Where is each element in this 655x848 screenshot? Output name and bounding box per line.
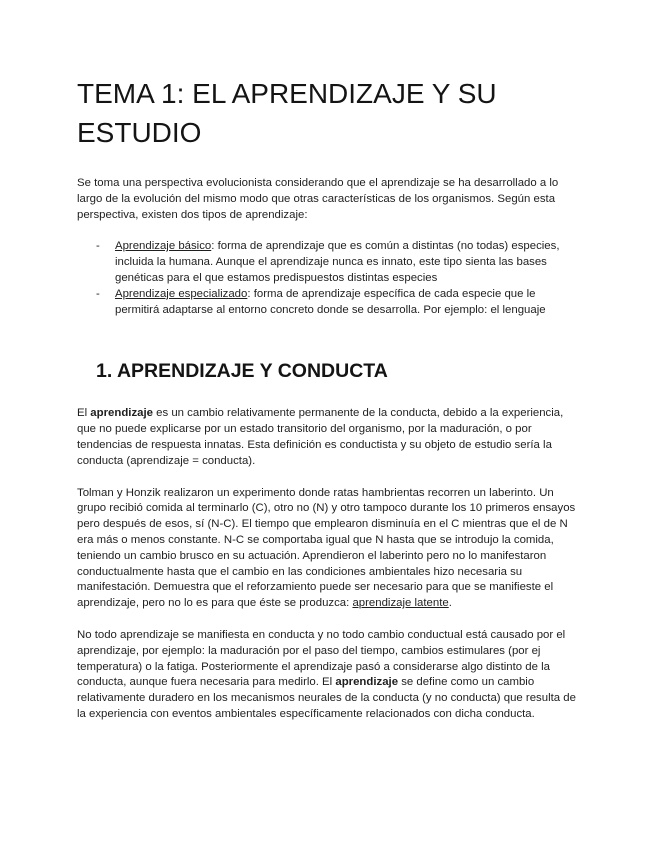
- list-item-basic-learning: [77, 239, 582, 286]
- text-fragment: se define como un cambio relativamente duradero en los mecanismos neurales de la conducta (y no conducta) que resulta de la experiencia con eventos ambientales específicamente relacionados con dicha conducta.: [77, 676, 576, 720]
- neural-definition-paragraph: [77, 628, 582, 723]
- text-fragment: .: [448, 597, 452, 610]
- bullet-dash: -: [96, 240, 100, 253]
- bold-term: aprendizaje: [335, 676, 399, 689]
- latent-learning-term: aprendizaje latente: [352, 597, 449, 610]
- section-heading: 1. APRENDIZAJE Y CONDUCTA: [96, 360, 388, 383]
- definition-basic-learning: : forma de aprendizaje que es común a distintas (no todas) especies, incluida la humana. Aunque el aprendizaje nunca es innato, este tipo sienta las bases genéticas para el que estamos predispuestos distintas especies: [115, 240, 560, 284]
- definition-paragraph: [77, 406, 582, 469]
- learning-types-list: [77, 239, 582, 318]
- text-fragment: Tolman y Honzik realizaron un experimento donde ratas hambrientas recorren un laberinto. Un grupo recibió comida al terminarlo (C), otro no (N) y otro tampoco durante los 10 primeros ensayos pero después de esos, sí (N-C). El tiempo que emplearon disminuía en el C mientras que el de N era más o menos constante. N-C se comportaba igual que N hasta que se introdujo la comida, teniendo un cambio brusco en su actuación. Aprendieron el laberinto pero no lo manifestaron conductualmente hasta que el cambio en las condiciones ambientales hizo necesaria su manifestación. Demuestra que el reforzamiento puede ser necesario para que se manifieste el aprendizaje, pero no lo es para que éste se produzca:: [77, 486, 576, 610]
- experiment-paragraph: [77, 486, 582, 612]
- bold-term: aprendizaje: [90, 407, 153, 420]
- document-page: [77, 74, 582, 739]
- definition-specialized-learning: : forma de aprendizaje específica de cada especie que le permitirá adaptarse al entorno concreto donde se desarrolla. Por ejemplo: el lenguaje: [115, 287, 546, 316]
- list-item-specialized-learning: [77, 287, 582, 319]
- term-basic-learning: Aprendizaje básico: [115, 240, 212, 253]
- text-fragment: es un cambio relativamente permanente de la conducta, debido a la experiencia, que no puede explicarse por un estado transitorio del organismo, por la maduración, o por tendencias de respuesta innatas. Esta definición es conductista y su objeto de estudio sería la conducta (aprendizaje = conducta).: [77, 407, 564, 467]
- bullet-dash: -: [96, 287, 100, 300]
- text-fragment: El: [77, 407, 91, 420]
- intro-paragraph: Se toma una perspectiva evolucionista considerando que el aprendizaje se ha desarrollado a lo largo de la evolución del mismo modo que otras características de los organismos. Según esta perspectiva, existen dos tipos de aprendizaje:: [77, 177, 559, 221]
- text-fragment: No todo aprendizaje se manifiesta en conducta y no todo cambio conductual está causado por el aprendizaje, por ejemplo: la maduración por el paso del tiempo, cambios estimulares (por ej temperatura) o la fatiga. Posteriormente el aprendizaje pasó a considerarse algo distinto de la conducta, aunque fuera necesaria para medirlo. El: [77, 628, 566, 689]
- page-title: TEMA 1: EL APRENDIZAJE Y SU ESTUDIO: [77, 78, 497, 148]
- term-specialized-learning: Aprendizaje especializado: [115, 287, 248, 300]
